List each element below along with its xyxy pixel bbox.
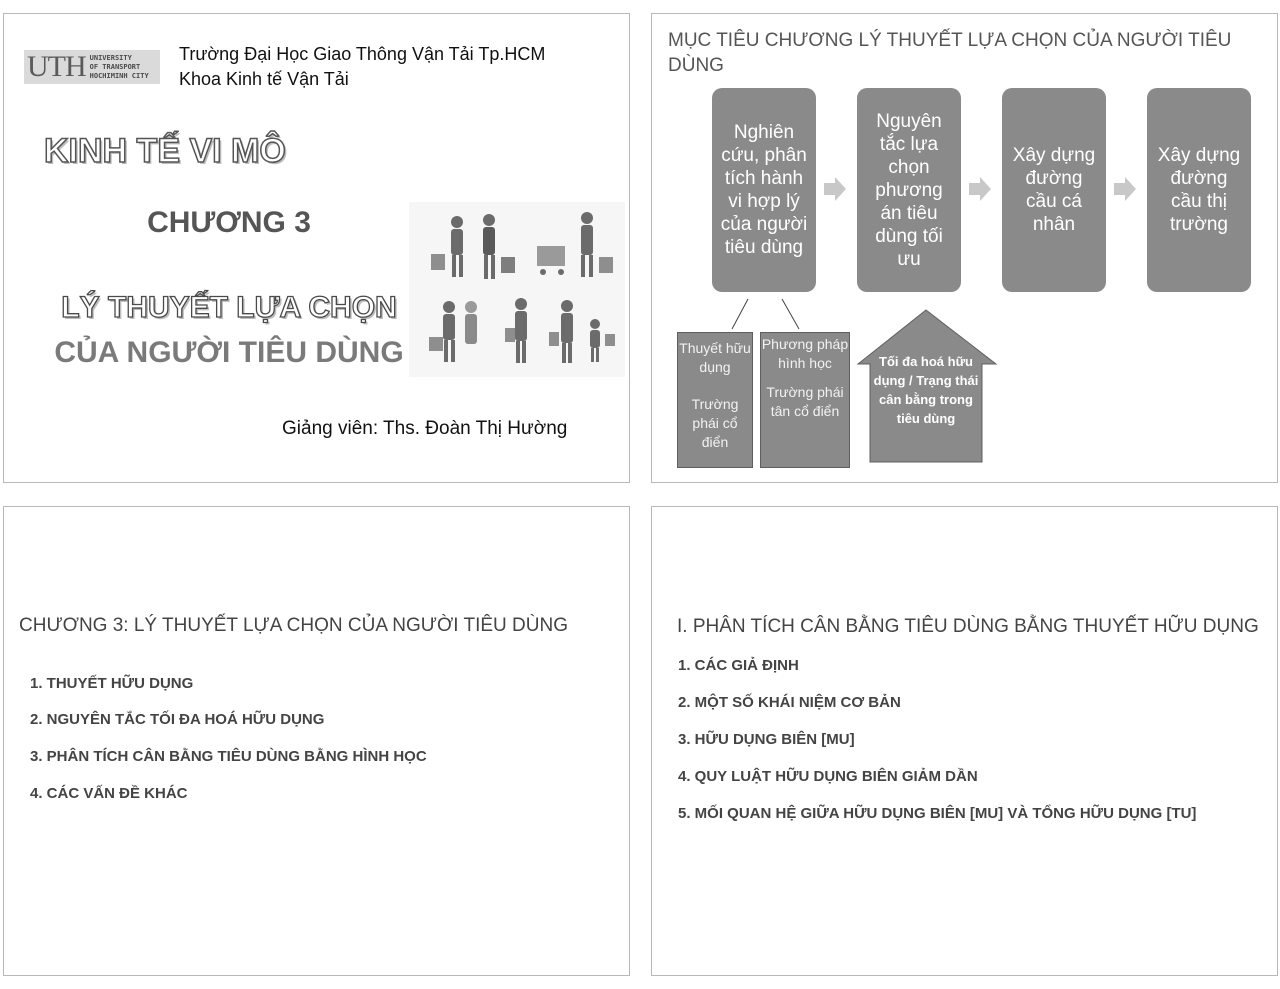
logo-line1: UNIVERSITY	[89, 53, 132, 62]
lecturer: Giảng viên: Ths. Đoàn Thị Hường	[282, 418, 568, 439]
course-title: KINH TẾ VI MÔ	[44, 132, 286, 170]
house-label: Tối đa hoá hữu dụng / Trạng thái cân bằng trong tiêu dùng	[873, 354, 979, 426]
sub-box-utility-theory	[677, 332, 753, 468]
uth-logo	[24, 50, 160, 84]
section-item: 3. HỮU DỤNG BIÊN [MU]	[678, 731, 855, 748]
step-4-text: Xây dựng đường cầu thị trường	[1157, 145, 1241, 235]
logo-mark: UTH	[27, 50, 86, 83]
logo-text	[90, 54, 149, 81]
shoppers-illustration	[409, 202, 625, 377]
section-item: 1. CÁC GIẢ ĐỊNH	[678, 657, 799, 674]
step-1-text: Nghiên cứu, phân tích hành vi hợp lý của người tiêu dùng	[720, 122, 808, 258]
slide-chapter-outline	[3, 506, 630, 976]
sub-mid-bottom: Trường phái tân cổ điển	[766, 384, 844, 419]
sub-mid-top: Phương pháp hình học	[761, 336, 849, 371]
slide-objectives	[651, 13, 1278, 483]
connector-lines	[722, 297, 812, 337]
step-box-4	[1147, 88, 1251, 292]
outline-item: 4. CÁC VẤN ĐỀ KHÁC	[30, 785, 188, 802]
logo-line3: HOCHIMINH CITY	[89, 71, 149, 80]
faculty-name: Khoa Kinh tế Vận Tải	[179, 69, 349, 89]
outline-item: 1. THUYẾT HỮU DỤNG	[30, 675, 194, 692]
step-box-1	[712, 88, 816, 292]
sub-box-geometric-method	[760, 332, 850, 468]
sub-left-top: Thuyết hữu dụng	[679, 340, 751, 375]
arrow-right-icon	[1112, 176, 1138, 202]
section-item: 2. MỘT SỐ KHÁI NIỆM CƠ BẢN	[678, 694, 901, 711]
step-3-text: Xây dựng đường cầu cá nhân	[1012, 145, 1096, 235]
section-one-title: I. PHÂN TÍCH CÂN BẰNG TIÊU DÙNG BẰNG THUYẾT HỮU DỤNG	[677, 616, 1259, 637]
chapter-label: CHƯƠNG 3	[147, 206, 311, 239]
logo-line2: OF TRANSPORT	[89, 62, 141, 71]
section-item: 5. MỐI QUAN HỆ GIỮA HỮU DỤNG BIÊN [MU] VÀ TỔNG HỮU DỤNG [TU]	[678, 805, 1197, 822]
arrow-right-icon	[822, 176, 848, 202]
chapter-outline-title: CHƯƠNG 3: LÝ THUYẾT LỰA CHỌN CỦA NGƯỜI TIÊU DÙNG	[19, 615, 568, 636]
objectives-title: MỤC TIÊU CHƯƠNG LÝ THUYẾT LỰA CHỌN CỦA NGƯỜI TIÊU DÙNG	[668, 30, 1232, 76]
subtitle-line1: LÝ THUYẾT LỰA CHỌN	[61, 291, 397, 324]
outline-item: 3. PHÂN TÍCH CÂN BẰNG TIÊU DÙNG BẰNG HÌNH HỌC	[30, 748, 427, 765]
institution	[179, 42, 545, 92]
step-box-2	[857, 88, 961, 292]
slide-title	[3, 13, 630, 483]
step-box-3	[1002, 88, 1106, 292]
section-item: 4. QUY LUẬT HỮU DỤNG BIÊN GIẢM DẦN	[678, 768, 978, 785]
subtitle-line2: CỦA NGƯỜI TIÊU DÙNG	[54, 336, 404, 369]
sub-left-bottom: Trường phái cổ điển	[691, 396, 739, 450]
arrow-right-icon	[967, 176, 993, 202]
university-name: Trường Đại Học Giao Thông Vận Tải Tp.HCM	[179, 44, 546, 64]
outline-item: 2. NGUYÊN TẮC TỐI ĐA HOÁ HỮU DỤNG	[30, 711, 325, 728]
slide-section-one	[651, 506, 1278, 976]
step-2-text: Nguyên tắc lựa chọn phương án tiêu dùng tối ưu	[875, 110, 943, 270]
